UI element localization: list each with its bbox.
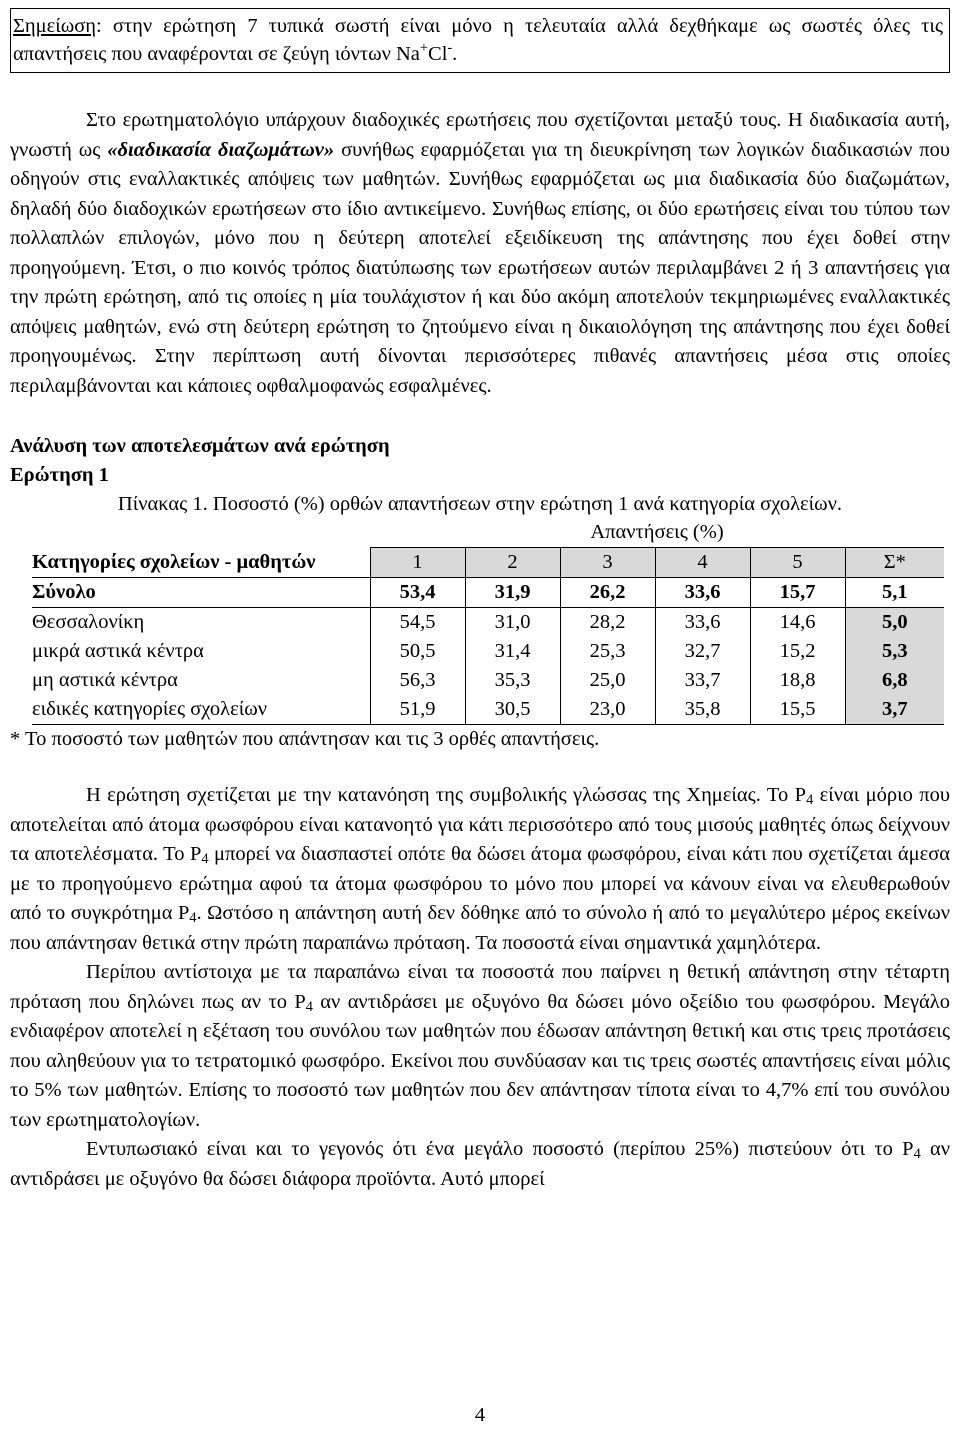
table-cell: 33,6	[655, 578, 750, 608]
question-heading: Ερώτηση 1	[10, 464, 109, 486]
para2-sub1: 4	[806, 792, 814, 808]
table-cell: 31,9	[465, 578, 560, 608]
table-row	[32, 695, 944, 725]
table-cell: 26,2	[560, 578, 655, 608]
table-row-label: ειδικές κατηγορίες σχολείων	[32, 695, 370, 725]
table-row-label: μη αστικά κέντρα	[32, 669, 178, 691]
para2-t3: μπορεί να διασπαστεί οπότε θα δώσει άτομα φωσφόρου, είναι κάτι που σχετίζεται άμεσα με το προηγούμενο ερώτημα αφού τα άτομα φωσφόρου το μόνο που μπορεί να κάνουν είναι να ελευθερωθούν από το συγκρότημα Ρ	[10, 843, 950, 924]
table-cell: 15,7	[750, 578, 845, 608]
table-row	[32, 666, 944, 695]
table-cell-sigma: 5,0	[845, 608, 944, 638]
table-cell: 35,3	[465, 666, 560, 695]
note-text-c: .	[452, 43, 458, 65]
table-column-header: 3	[560, 548, 655, 578]
table-cell: 30,5	[465, 695, 560, 725]
table-corner-empty	[32, 518, 370, 548]
table-cell: 5,1	[845, 578, 944, 608]
paragraph-products	[10, 1135, 950, 1194]
table-cell: 31,0	[465, 608, 560, 638]
table-cell: 23,0	[560, 695, 655, 725]
table-cell: 31,4	[465, 637, 560, 666]
table-cell: 54,5	[370, 608, 465, 638]
page-number: 4	[474, 1404, 486, 1426]
para4-sub1: 4	[913, 1146, 921, 1162]
table-cell-sigma: 3,7	[845, 695, 944, 725]
para3-t1: Περίπου αντίστοιχα με τα παραπάνω είναι τα ποσοστά που παίρνει η θετική απάντηση στην τέταρτη πρόταση που δηλώνει πως αν το Ρ	[10, 961, 950, 1013]
table-cell: 15,5	[750, 695, 845, 725]
table-cell: 14,6	[750, 608, 845, 638]
table-cell-sigma: 5,3	[845, 637, 944, 666]
table-row	[32, 637, 944, 666]
table-cell: 35,8	[655, 695, 750, 725]
table-cell: 28,2	[560, 608, 655, 638]
section-heading: Ανάλυση των αποτελεσμάτων ανά ερώτηση	[10, 435, 390, 457]
para2-t2: είναι μόριο που αποτελείται από άτομα φωσφόρου είναι κατανοητό για κάτι περισσότερο από τους μισούς μαθητές όπως δείχνουν τα αποτελέσματα. Το Ρ	[10, 784, 950, 865]
paragraph-method-emphasis: «διαδικασία διαζωμάτων»	[107, 138, 335, 161]
para3-sub1: 4	[305, 998, 313, 1015]
table-cell: 32,7	[655, 637, 750, 666]
table-caption: Πίνακας 1. Ποσοστό (%) ορθών απαντήσεων στην ερώτηση 1 ανά κατηγορία σχολείων.	[117, 493, 843, 515]
table-column-header: 1	[370, 548, 465, 578]
table-cell: 15,2	[750, 637, 845, 666]
table-row-label: Σύνολο	[32, 578, 370, 608]
note-sup-plus: +	[419, 40, 429, 56]
table-group-header: Απαντήσεις (%)	[370, 518, 944, 548]
table-cell: 56,3	[370, 666, 465, 695]
table-footnote: * Το ποσοστό των μαθητών που απάντησαν και τις 3 ορθές απαντήσεις.	[10, 728, 600, 750]
note-text-b: Cl	[428, 43, 448, 65]
table-row	[32, 608, 944, 638]
paragraph-method-text-a: Στο ερωτηματολόγιο υπάρχουν διαδοχικές ερωτήσεις που σχετίζονται μεταξύ τους. Η διαδικασία αυτή, γνωστή ως	[10, 109, 950, 161]
table-cell: 25,0	[560, 666, 655, 695]
table-cell: 33,6	[655, 608, 750, 638]
note-text-a: : στην ερώτηση 7 τυπικά σωστή είναι μόνο η τελευταία αλλά δεχθήκαμε ως σωστές όλες τις απαντήσεις που αναφέρονται σε ζεύγη ιόντων Na	[13, 15, 943, 65]
table-cell-sigma: 6,8	[845, 666, 944, 695]
table-group-header-row	[32, 518, 944, 548]
table-row-label: Θεσσαλονίκη	[32, 611, 145, 633]
para2-t4: . Ωστόσο η απάντηση αυτή δεν δόθηκε από το σύνολο ή από το μεγαλύτερο μέρος εκείνων που απάντησαν θετικά στην πρώτη παραπάνω πρόταση. Τα ποσοστά είναι σημαντικά χαμηλότερα.	[10, 902, 950, 954]
table-row	[32, 578, 944, 608]
para4-t2: αν αντιδράσει με οξυγόνο θα δώσει διάφορα προϊόντα. Αυτό μπορεί	[10, 1138, 950, 1190]
note-box	[10, 8, 950, 73]
para2-t1: Η ερώτηση σχετίζεται με την κατανόηση της συμβολικής γλώσσας της Χημείας. Το Ρ	[86, 784, 807, 806]
table-column-header: 5	[750, 548, 845, 578]
table-column-header: Σ*	[845, 548, 944, 578]
note-label: Σημείωση	[13, 15, 97, 37]
note-sup-minus: -	[447, 40, 453, 56]
table-column-header: 2	[465, 548, 560, 578]
table-category-header: Κατηγορίες σχολείων - μαθητών	[32, 548, 370, 578]
table-cell: 50,5	[370, 637, 465, 666]
table-cell: 25,3	[560, 637, 655, 666]
table-column-header: 4	[655, 548, 750, 578]
para2-sub3: 4	[189, 910, 197, 926]
paragraph-fourth-statement	[10, 958, 950, 1135]
table-row-label: μικρά αστικά κέντρα	[32, 640, 204, 662]
table-cell: 51,9	[370, 695, 465, 725]
para4-t1: Εντυπωσιακό είναι και το γεγονός ότι ένα μεγάλο ποσοστό (περίπου 25%) πιστεύουν ότι το Ρ	[86, 1138, 914, 1160]
table-cell: 33,7	[655, 666, 750, 695]
results-table	[32, 518, 944, 725]
table-cell: 53,4	[370, 578, 465, 608]
paragraph-interpretation	[10, 781, 950, 958]
table-cell: 18,8	[750, 666, 845, 695]
para3-t2: αν αντιδράσει με οξυγόνο θα δώσει μόνο οξείδιο του φωσφόρου. Μεγάλο ενδιαφέρον αποτελεί η εξέταση του συνόλου των μαθητών που έδωσαν απάντηση θετική και στις τρεις προτάσεις που αληθεύουν για το τετρατομικό φωσφόρο. Εκείνοι που συνδύασαν και τις τρεις σωστές απαντήσεις είναι μόλις το 5% των μαθητών. Επίσης το ποσοστό των μαθητών που δεν απάντησαν τίποτα είναι το 4,7% επί του συνόλου των ερωτηματολογίων.	[10, 990, 950, 1131]
document-page	[10, 0, 950, 1426]
table-header-row	[32, 548, 944, 578]
paragraph-method	[10, 106, 950, 401]
paragraph-method-text-b: συνήθως εφαρμόζεται για τη διευκρίνηση των λογικών διαδικασιών που οδηγούν στις εναλλακτικές απόψεις των μαθητών. Συνήθως εφαρμόζεται ως μια διαδικασία δύο διαζωμάτων, δηλαδή δύο διαδοχικών ερωτήσεων στο ίδιο αντικείμενο. Συνήθως επίσης, οι δύο ερωτήσεις είναι του τύπου των πολλαπλών επιλογών, μόνο που η δεύτερη αποτελεί εξειδίκευση της απάντησης που έχει δοθεί στην προηγούμενη. Έτσι, ο πιο κοινός τρόπος διατύπωσης των ερωτήσεων αυτών περιλαμβάνει 2 ή 3 απαντήσεις για την πρώτη ερώτηση, από τις οποίες η μία τουλάχιστον ή και δύο ακόμη αποτελούν τεκμηριωμένες εναλλακτικές απόψεις μαθητών, ενώ στη δεύτερη ερώτηση το ζητούμενο είναι η δικαιολόγηση της απάντησης που έχει δοθεί προηγουμένως. Στην περίπτωση αυτή δίνονται περισσότερες πιθανές απαντήσεις μέσα στις οποίες περιλαμβάνονται και κάποιες οφθαλμοφανώς εσφαλμένες.	[10, 138, 950, 397]
para2-sub2: 4	[201, 851, 209, 867]
